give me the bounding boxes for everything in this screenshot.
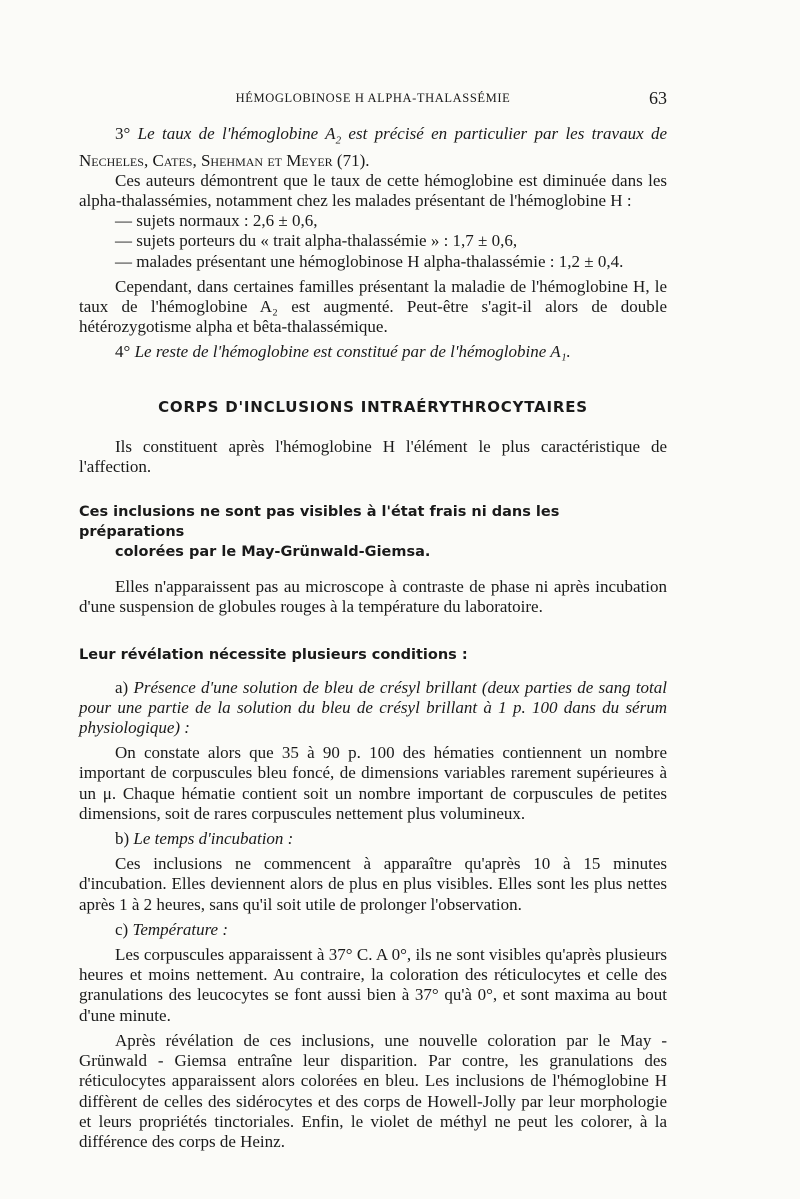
list-item: — sujets porteurs du « trait alpha-thalassémie » : 1,7 ± 0,6, xyxy=(115,231,518,251)
subheading-line: colorées par le May-Grünwald-Giemsa. xyxy=(115,544,431,561)
page-header xyxy=(79,88,667,112)
list-item: — malades présentant une hémoglobinose H alpha-thalassémie : 1,2 ± 0,4. xyxy=(115,251,624,271)
italic-text: Le temps d'incubation : xyxy=(133,829,294,849)
italic-text: Le taux de l'hémoglobine A xyxy=(137,124,336,143)
author-citation: Necheles, Cates, Shehman et Meyer (71). xyxy=(79,150,370,170)
list-item: — sujets normaux : 2,6 ± 0,6, xyxy=(115,211,318,231)
bold-subheading: Leur révélation nécessite plusieurs conditions : xyxy=(79,646,468,663)
italic-text: est précisé en particulier par les travaux de xyxy=(348,124,667,143)
paragraph: On constate alors que 35 à 90 p. 100 des hématies contiennent un nombre important de corpuscules bleu foncé, de dimensions variables rarement supérieures à un μ. Chaque hématie contient soit un nombre important de corpuscules de petites dimensions, soit de rares corpuscules nettement plus volumineux. xyxy=(79,743,667,823)
italic-text: Présence d'une solution de bleu de crésyl brillant (deux parties de sang total pour une partie de la solution du bleu de crésyl brillant à 1 p. 100 dans du sérum physiologique) : xyxy=(79,677,668,738)
paragraph: Ces inclusions ne commencent à apparaître qu'après 10 à 15 minutes d'incubation. Elles deviennent alors de plus en plus visibles. Elles sont les plus nettes après 1 à 2 heures, sans qu'il soit utile de prolonger l'observation. xyxy=(79,854,667,914)
item-number: 4° xyxy=(115,342,131,362)
condition-b xyxy=(79,829,667,849)
page-body xyxy=(79,124,667,1152)
italic-text: Température : xyxy=(132,919,229,939)
bold-subheading xyxy=(79,502,667,562)
paragraph: Ces auteurs démontrent que le taux de cette hémoglobine est diminuée dans les alpha-thalassémies, notamment chez les malades présentant de l'hémoglobine H : xyxy=(79,170,667,210)
paragraph: Ils constituent après l'hémoglobine H l'élément le plus caractéristique de l'affection. xyxy=(79,436,667,477)
paragraph: Les corpuscules apparaissent à 37° C. A 0°, ils ne sont visibles qu'après plusieurs heures et moins nettement. Au contraire, la coloration des réticulocytes et celle des granulations des leucocytes se font aussi bien à 37° qu'à 0°, et sont maxima au bout d'une minute. xyxy=(79,945,667,1025)
paragraph: Elles n'apparaissent pas au microscope à contraste de phase ni après incubation d'une suspension de globules rouges à la température du laboratoire. xyxy=(79,577,667,617)
item-label: a) xyxy=(115,677,129,697)
paragraph: Après révélation de ces inclusions, une nouvelle coloration par le May - Grünwald - Giemsa entraîne leur disparition. Par contre, les granulations des réticulocytes apparaissent alors colorées en bleu. Les inclusions de l'hémoglobine H diffèrent de celles des sidérocytes et des corps de Howell-Jolly par leur morphologie et leurs propriétés tinctoriales. Enfin, le violet de méthyl ne peut les colorer, à la différence des corps de Heinz. xyxy=(79,1030,667,1151)
subscript: 2 xyxy=(335,134,342,147)
condition-a xyxy=(79,678,667,739)
italic-text: Le reste de l'hémoglobine est constitué par de l'hémoglobine A₁. xyxy=(134,342,571,362)
section-heading: CORPS D'INCLUSIONS INTRAÉRYTHROCYTAIRES xyxy=(158,397,588,416)
paragraph-hb-a1 xyxy=(79,342,667,362)
page-number: 63 xyxy=(649,88,667,108)
item-number: 3° xyxy=(115,124,131,143)
item-label: b) xyxy=(115,829,130,849)
item-label: c) xyxy=(115,919,129,939)
condition-c xyxy=(79,920,667,940)
paragraph: Cependant, dans certaines familles présentant la maladie de l'hémoglobine H, le taux de l'hémoglobine A₂ est augmenté. Peut-être s'agit-il alors de double hétérozygotisme alpha et bêta-thalassémique. xyxy=(79,276,667,337)
paragraph-hb-a2 xyxy=(79,124,667,171)
running-head: HÉMOGLOBINOSE H ALPHA-THALASSÉMIE xyxy=(235,91,511,105)
subheading-line: Ces inclusions ne sont pas visibles à l'état frais ni dans les préparations xyxy=(79,504,560,541)
